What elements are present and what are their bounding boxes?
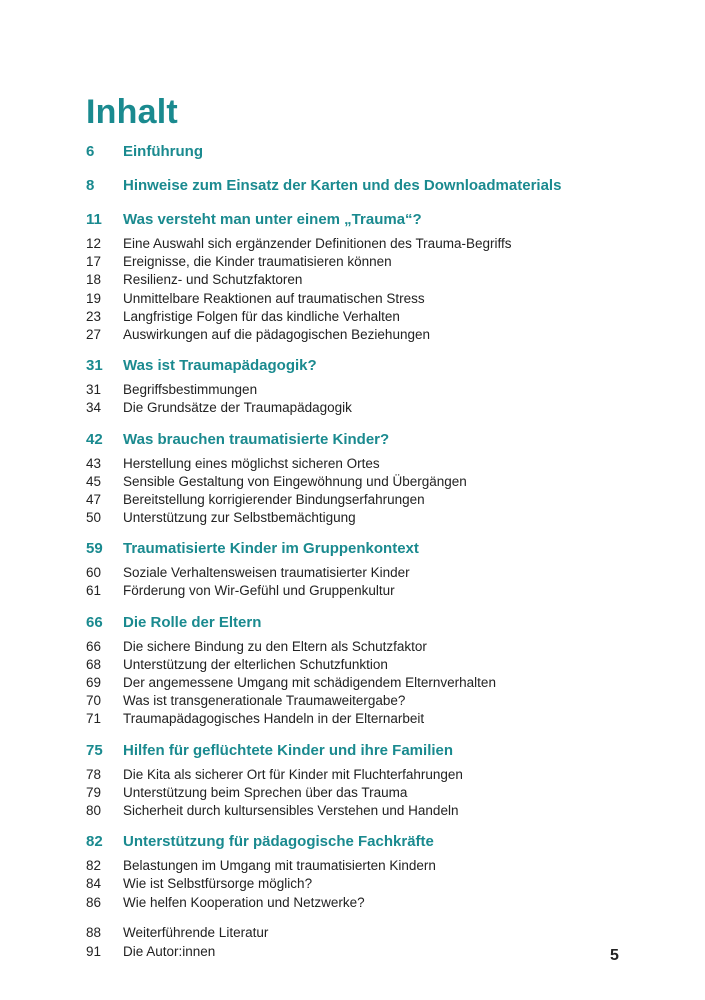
toc-entry-title: Der angemessene Umgang mit schädigendem Elternverhalten <box>123 675 496 690</box>
toc-page-number: 47 <box>86 491 102 507</box>
toc-heading[interactable] <box>86 742 646 764</box>
toc-entry[interactable] <box>86 803 646 821</box>
toc-page-number: 31 <box>86 382 102 398</box>
toc-entry-title: Die sichere Bindung zu den Eltern als Schutzfaktor <box>123 638 427 654</box>
toc-entry[interactable] <box>86 474 646 492</box>
toc-entry-title: Die Grundsätze der Traumapädagogik <box>123 400 352 416</box>
toc-entry-title: Die Kita als sicherer Ort für Kinder mit Fluchterfahrungen <box>123 766 463 782</box>
toc-entry-title: Soziale Verhaltensweisen traumatisierter Kinder <box>123 565 410 581</box>
toc-section <box>86 540 646 601</box>
toc-entry[interactable] <box>86 400 646 418</box>
toc-entry-title: Die Autor:innen <box>123 943 216 959</box>
toc-entry-title: Belastungen im Umgang mit traumatisierten Kindern <box>123 858 436 874</box>
toc-page-number: 75 <box>86 741 103 759</box>
toc-page-number: 68 <box>86 656 102 672</box>
toc-heading[interactable] <box>86 211 646 233</box>
toc-entry-title: Langfristige Folgen für das kindliche Verhalten <box>123 308 400 324</box>
toc-heading-title: Was versteht man unter einem „Trauma“? <box>123 211 422 228</box>
toc-page-number: 78 <box>86 766 102 782</box>
toc-entry-title: Unterstützung zur Selbstbemächtigung <box>123 510 356 526</box>
toc-page-number: 71 <box>86 711 102 727</box>
toc-entry[interactable] <box>86 693 646 711</box>
toc-heading-title: Hilfen für geflüchtete Kinder und ihre Familien <box>123 741 454 759</box>
toc-entry[interactable] <box>86 583 646 601</box>
toc-entry[interactable] <box>86 858 646 876</box>
page-number: 5 <box>610 947 619 964</box>
toc-page-number: 31 <box>86 357 103 375</box>
toc-entry-title: Wie ist Selbstfürsorge möglich? <box>123 876 313 892</box>
toc-entry[interactable] <box>86 236 646 254</box>
toc-page-number: 88 <box>86 924 102 940</box>
toc-entry-title: Förderung von Wir-Gefühl und Gruppenkultur <box>123 583 395 599</box>
toc-page-number: 17 <box>86 254 102 270</box>
toc-entry-title: Ereignisse, die Kinder traumatisieren können <box>123 254 392 270</box>
toc-section <box>86 833 646 913</box>
toc-page-number: 27 <box>86 326 102 342</box>
toc-page-number: 86 <box>86 894 102 910</box>
toc-entry-title: Was ist transgenerationale Traumaweitergabe? <box>123 693 406 709</box>
toc-entry-title: Begriffsbestimmungen <box>123 382 258 398</box>
toc-page-number: 69 <box>86 675 102 690</box>
toc-page-number: 60 <box>86 565 102 581</box>
toc-entry-title: Unterstützung der elterlichen Schutzfunktion <box>123 656 388 672</box>
toc-entry[interactable] <box>86 785 646 803</box>
toc-page-number: 45 <box>86 473 102 489</box>
toc-section <box>86 431 646 529</box>
toc-section <box>86 211 646 345</box>
toc-section <box>86 357 646 418</box>
toc-page-number: 84 <box>86 876 102 892</box>
toc-page-number: 11 <box>86 211 102 228</box>
toc-entry-title: Traumapädagogisches Handeln in der Elternarbeit <box>123 711 425 727</box>
toc-page-number: 42 <box>86 430 103 448</box>
toc-entry-title: Auswirkungen auf die pädagogischen Beziehungen <box>123 326 430 342</box>
toc-entry[interactable] <box>86 657 646 675</box>
toc-section <box>86 742 646 822</box>
toc-entry[interactable] <box>86 639 646 657</box>
toc-entry[interactable] <box>86 272 646 290</box>
toc-entry[interactable] <box>86 456 646 474</box>
toc-page-number: 66 <box>86 638 102 654</box>
toc-entry[interactable] <box>86 876 646 894</box>
toc-page-number: 82 <box>86 833 103 851</box>
toc-page-number: 6 <box>86 143 95 160</box>
toc-heading-title: Traumatisierte Kinder im Gruppenkontext <box>123 540 419 558</box>
toc-entry[interactable] <box>86 565 646 583</box>
toc-heading-title: Was brauchen traumatisierte Kinder? <box>123 430 390 448</box>
toc-heading[interactable] <box>86 177 646 199</box>
toc-entry-title: Weiterführende Literatur <box>123 924 269 940</box>
toc-page-number: 19 <box>86 290 102 306</box>
toc-entry-title: Unmittelbare Reaktionen auf traumatischen Stress <box>123 290 425 306</box>
toc-page-number: 80 <box>86 802 102 818</box>
toc-page-number: 18 <box>86 272 102 288</box>
toc-heading[interactable] <box>86 143 646 165</box>
toc-entry[interactable] <box>86 492 646 510</box>
toc-entry-title: Herstellung eines möglichst sicheren Ortes <box>123 455 380 471</box>
page-title: Inhalt <box>86 93 178 131</box>
toc-entry-title: Bereitstellung korrigierender Bindungserfahrungen <box>123 491 425 507</box>
toc-page-number: 70 <box>86 693 102 709</box>
toc-heading-title: Hinweise zum Einsatz der Karten und des Downloadmaterials <box>123 177 562 194</box>
toc-entry-title: Eine Auswahl sich ergänzender Definitionen des Trauma-Begriffs <box>123 236 512 251</box>
toc-entry[interactable] <box>86 711 646 729</box>
toc-entry[interactable] <box>86 944 646 963</box>
toc-entry-title: Sicherheit durch kultursensibles Verstehen und Handeln <box>123 802 459 818</box>
toc-entry[interactable] <box>86 895 646 913</box>
toc-section <box>86 177 646 199</box>
toc-entry[interactable] <box>86 510 646 528</box>
table-of-contents <box>86 143 646 975</box>
toc-heading[interactable] <box>86 540 646 562</box>
toc-entry[interactable] <box>86 291 646 309</box>
toc-heading[interactable] <box>86 614 646 636</box>
toc-entry[interactable] <box>86 309 646 327</box>
toc-entry-title: Wie helfen Kooperation und Netzwerke? <box>123 894 365 910</box>
toc-heading-title: Unterstützung für pädagogische Fachkräfte <box>123 833 434 851</box>
toc-entry[interactable] <box>86 254 646 272</box>
toc-appendix <box>86 925 646 963</box>
toc-section <box>86 614 646 730</box>
toc-entry-title: Sensible Gestaltung von Eingewöhnung und Übergängen <box>123 473 467 489</box>
toc-page-number: 12 <box>86 236 102 251</box>
toc-entry-title: Resilienz- und Schutzfaktoren <box>123 272 303 288</box>
toc-page-number: 23 <box>86 308 102 324</box>
toc-page-number: 8 <box>86 177 95 194</box>
toc-page-number: 43 <box>86 455 102 471</box>
toc-entry[interactable] <box>86 382 646 400</box>
toc-entry[interactable] <box>86 767 646 785</box>
toc-section <box>86 143 646 165</box>
toc-entry[interactable] <box>86 675 646 693</box>
toc-page-number: 59 <box>86 540 103 558</box>
toc-page-number: 66 <box>86 613 103 631</box>
toc-heading[interactable] <box>86 431 646 453</box>
toc-heading[interactable] <box>86 357 646 379</box>
toc-page-number: 61 <box>86 583 102 599</box>
toc-page-number: 50 <box>86 510 102 526</box>
toc-heading-title: Was ist Traumapädagogik? <box>123 357 317 375</box>
toc-page-number: 79 <box>86 784 102 800</box>
toc-page-number: 82 <box>86 858 102 874</box>
toc-entry-title: Unterstützung beim Sprechen über das Trauma <box>123 784 408 800</box>
toc-heading-title: Die Rolle der Eltern <box>123 613 262 631</box>
toc-heading[interactable] <box>86 833 646 855</box>
toc-page-number: 34 <box>86 400 102 416</box>
toc-heading-title: Einführung <box>123 143 203 160</box>
toc-entry[interactable] <box>86 327 646 345</box>
toc-page-number: 91 <box>86 943 102 959</box>
toc-entry[interactable] <box>86 925 646 944</box>
